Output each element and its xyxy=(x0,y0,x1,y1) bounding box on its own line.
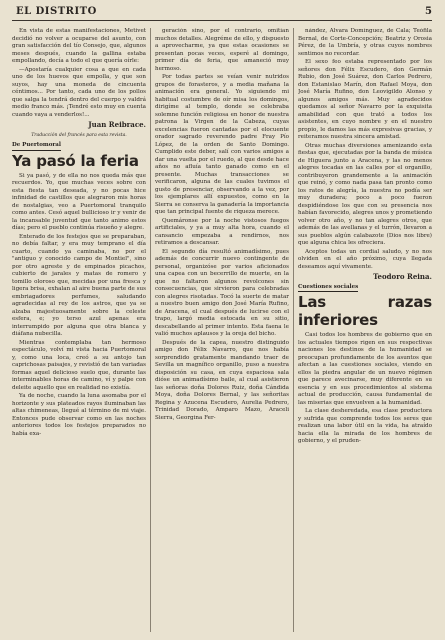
paragraph: Aceptos todas un cordial saludo, y no nos olviden en el año próximo, cuya llegada deseamos aquí vivamente. xyxy=(298,248,432,270)
paragraph: Quemáronse por la noche vistosos fuegos artificiales, y ya a muy alta hora, cuando el cansancio empezaba a rendirnos, nos retiramos a descansar. xyxy=(155,217,289,246)
section-tag: De Puertomoral xyxy=(12,142,61,151)
column-1 xyxy=(12,28,146,632)
paragraph: Ya de noche, cuando la luna asomaba por el horizonte y sus plateados rayos iluminaban las altas chimeneas, llegué al término de mi viaje. Entonces pude observar como en las noches anteriores todos los festejos preparados no había exa- xyxy=(12,393,146,437)
paragraph: —Apostaría cualquier cosa a que en cada uno de los huevos que empolla, y que son suyos, hay una moneda de cincuenta céntimos... Por tanto, cada uno de los pollos que salga la tendrá dentro del cuerpo y valdrá medio franco más. ¡Tendré esto muy en cuenta cuando vaya a venderlos!... xyxy=(12,66,146,118)
column-divider xyxy=(293,28,294,632)
header-rule xyxy=(12,20,432,21)
paragraph: Enterado de los festejos que se preparaban, no debía faltar, y era muy temprano el día cuarto, cuando ya caminaba, no por el "antiguo y conocido campo de Montiel", sino por otro agreste y de empinados picachos, cubierto de jarales y matas de romero y tomillo oloroso que, mecidas por una fresca y ligera brisa, exhalan al aire buena parte de sus embriagadores perfumes, saludando agradecidas al rey de los astros, que ya se alzaba majestuosamente sobre la celeste esfera, e; yo terso azul apenas era interrumpido por alguna que otra blanca y diáfana nubecilla. xyxy=(12,233,146,337)
paragraph: El sexo feo estaba representado por los señores don Félix Escudero, don Germán Rubio, don José Suárez, don Carlos Pedrero, don Estanislao Marín, don Rafael Moya, don José María Rufino, don Leovigildo Alonso y algunos amigos más. Muy agradecidos quedamos al señor Navarro por la exquisita amabilidad con que trató a todos los asistentes, en cuyo nombre y en el nuestro propio, le damos las más expresivas gracias, y reiteramos nuestra sincera amistad. xyxy=(298,59,432,140)
paragraph: Si ya pasó, y de ella no nos queda más que recuerdos. Yo, que muchas veces sobre con esta fiesta tan deseada, y no pocas hice infinidad de castillos que alegraron mis horas de nostalgias, veo a Puertomoral tranquilo como antes. Cesó aquel bullicioso ir y venir de la incansable juventud que tanto animo estos días; pero el pueblo continúa risueño y alegre. xyxy=(12,172,146,231)
column-3 xyxy=(298,28,432,632)
translation-note: Traducción del francés para esta revista. xyxy=(31,132,127,138)
page-header xyxy=(12,4,432,20)
article-headline: Ya pasó la feria xyxy=(12,151,139,170)
paragraph: En vista de estas manifestaciones, Metivet decidió no volver a ocuparse del asunto, con gran satisfacción del tío Consejo, que, algunos meses después, cuando la gallina estaba empollando, decía a todo el que quería oírle: xyxy=(12,28,146,64)
paragraph: geración sino, por el contrario, omitían muchos detalles. Alegréme de ello, y dispuesto a aprovecharme, ya que estas ocasiones se presentan pocas veces, esperé al domingo, primer día de feria, que amaneció muy hermoso. xyxy=(155,28,289,72)
article-headline: Las razas inferiores xyxy=(298,293,432,329)
paragraph: La clase desheredada, esa clase productora y sufrida que comprende todos los seres que realizan una labor útil en la vida, ha atraído hacia ella la mirada de los hombres de gobierno, y el pruden- xyxy=(298,408,432,444)
newspaper-page xyxy=(12,4,432,632)
paragraph: El segundo día resultó animadísimo, pues además de concurrir nuevo contingente de personal, organizóse por varios aficionados una capea con un becerrillo de muerte, en la que no faltaron algunos revolcones sin consecuencias, que sirvieron para celebradas con alegres risotadas. Tocó la suerte de matar a nuestro buen amigo don José María Rufino, de Aracena, el cual después de lucirse con el trapo, largó media estocada en su sitio, descabellando al primer intento. Esta faena le valió muchos aplausos y la oreja del bicho. xyxy=(155,248,289,337)
masthead: EL DISTRITO xyxy=(16,6,97,17)
column-2 xyxy=(155,28,289,632)
paragraph: Casi todos los hombres de gobierno que en los actuales tiempos rigen en sus respectivas naciones los destinos de la humanidad se preocupan profundamente de los asuntos que afectan a las cuestiones sociales, viendo en ellos la piedra angular de un nuevo régimen que parece avecinarse, muy diferente en su esencia y en sus procedimientos al sistema actual de producción, causa fundamental de las miserias que envuelven a la humanidad. xyxy=(298,332,432,406)
paragraph: Por todas partes se veían venir nutridos grupos de forasteros, y a media mañana la animación era general. Yo siguiendo mi habitual costumbre de oír misa los domingos, dirigíme al templo, donde se celebraba solemne función religiosa en honor de nuestra patrona la Virgen de la Cabeza, cuyas excelencias fueron cantadas por el elocuente orador sagrado reverendo padre Fray Pío López, de la orden de Santo Domingo. Cumplido este deber, salí con varios amigos a dar una vuelta por el ruedo, al que desde hace años no afluía tanto ganado como en el presente. Muchas transacciones se verificaron, alguna de las cuales tuvimos el gusto de presenciar, observando a la vez, por los ejemplares allí expuestos, como en la Sierra se conserva la ganadería la importancia que tan principal fuente de riqueza merece. xyxy=(155,74,289,215)
paragraph: Mientras contemplaba tan hermoso espectáculo, volví mi vista hacia Puertomoral y, como una loca, creó a su antojo tan caprichosas paisajes, y revistió de tan variadas formas aquel delicioso suelo que, durante las interminables horas de camino, ví y palpe con deleite aquello que en realidad no existía. xyxy=(12,339,146,391)
paragraph: Otras muchas diversiones amenizando esta fiestas que, ejecutadas por la banda de música de Higuera junto a Aracena, y las no menos alegres tocadas en las calles por el organillo, contribuyeron grandemente a la animación que reinó, y como nada pasa tan pronto como los ratos de alegría, la nuestra no podía ser muy duradera; poco a poco fueron despidiéndose los que con su presencia nos habían favorecido, alegres unos y prometiendo volver otro año, y no tan alegres otros, que además de las avellanas y el turrón, llevaron a sus pueblos algún calabazote (Dios nos libre) que alguna chica les ofreciera. xyxy=(298,142,432,246)
column-divider xyxy=(150,28,151,632)
paragraph: Después de la capea, nuestro distinguido amigo don Félix Navarro, que nos había sorprendido gratamente mandando traer de Sevilla un magnífico organillo, puso a nuestra disposición su casa, en cuya espaciosa sala dióse un animadísimo baile, al cual asistieron las señoras doña Dolores Ruiz, doña Cándida Moya, doña Dolores Bernal, y las señoritas Regina y Azucena Escudero, Aurelia Pedrero, Trinidad Dorado, Amparo Mazo, Araceli Sierra, Georgina Fer- xyxy=(155,339,289,421)
paragraph: nández, Alvara Domínguez, de Cala; Teófila Bernal, de Corte-Concepción; Beatriz y Orosia Pérez, de la Umbría, y otras cuyos nombres sentimos no recordar. xyxy=(298,28,432,57)
page-number: 5 xyxy=(425,6,432,17)
signature: Teodoro Reina. xyxy=(373,272,432,281)
section-tag: Cuestiones sociales xyxy=(298,284,358,293)
signature: Juan Reibrace. xyxy=(88,120,146,129)
